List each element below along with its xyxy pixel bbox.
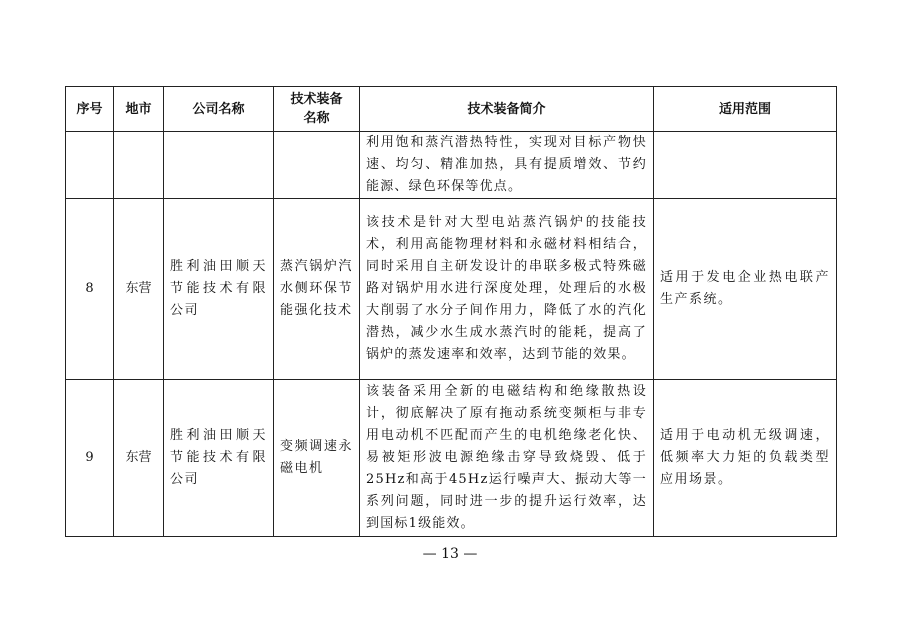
page-number: — 13 — xyxy=(422,546,478,562)
table-row xyxy=(66,380,837,537)
header-index: 序号 xyxy=(66,87,114,132)
cell-scope: 适用于电动机无级调速，低频率大力矩的负载类型应用场景。 xyxy=(654,380,837,537)
table-row xyxy=(66,132,837,199)
header-company: 公司名称 xyxy=(164,87,274,132)
table-row xyxy=(66,199,837,380)
cell-description: 该装备采用全新的电磁结构和绝缘散热设计，彻底解决了原有拖动系统变频柜与非专用电动机不匹配而产生的电机绝缘老化快、易被矩形波电源绝缘击穿导致烧毁、低于25Hz和高于45Hz运行噪声大、振动大等一系列问题，同时进一步的提升运行效率，达到国标1级能效。 xyxy=(360,380,654,537)
cell-index: 8 xyxy=(66,199,114,380)
cell-equipment-name: 变频调速永磁电机 xyxy=(274,380,360,537)
header-equipment-name-text: 技术装备 名称 xyxy=(290,92,343,126)
cell-company xyxy=(164,132,274,199)
header-scope: 适用范围 xyxy=(654,87,837,132)
cell-index: 9 xyxy=(66,380,114,537)
header-city: 地市 xyxy=(114,87,164,132)
cell-equipment-name: 蒸汽锅炉汽水侧环保节能强化技术 xyxy=(274,199,360,380)
header-equipment-name xyxy=(274,87,360,132)
cell-company: 胜利油田顺天节能技术有限公司 xyxy=(164,199,274,380)
table-header-row xyxy=(66,87,837,132)
cell-city: 东营 xyxy=(114,380,164,537)
cell-city xyxy=(114,132,164,199)
cell-description: 该技术是针对大型电站蒸汽锅炉的技能技术，利用高能物理材料和永磁材料相结合，同时采用自主研发设计的串联多极式特殊磁路对锅炉用水进行深度处理，处理后的水极大削弱了水分子间作用力，降低了水的汽化潜热，减少水生成水蒸汽时的能耗，提高了锅炉的蒸发速率和效率，达到节能的效果。 xyxy=(360,199,654,380)
header-description: 技术装备简介 xyxy=(360,87,654,132)
cell-scope xyxy=(654,132,837,199)
cell-scope: 适用于发电企业热电联产生产系统。 xyxy=(654,199,837,380)
cell-description: 利用饱和蒸汽潜热特性，实现对目标产物快速、均匀、精准加热，具有提质增效、节约能源、绿色环保等优点。 xyxy=(360,132,654,199)
cell-company: 胜利油田顺天节能技术有限公司 xyxy=(164,380,274,537)
cell-index xyxy=(66,132,114,199)
cell-city: 东营 xyxy=(114,199,164,380)
technology-table xyxy=(65,86,837,537)
cell-equipment-name xyxy=(274,132,360,199)
